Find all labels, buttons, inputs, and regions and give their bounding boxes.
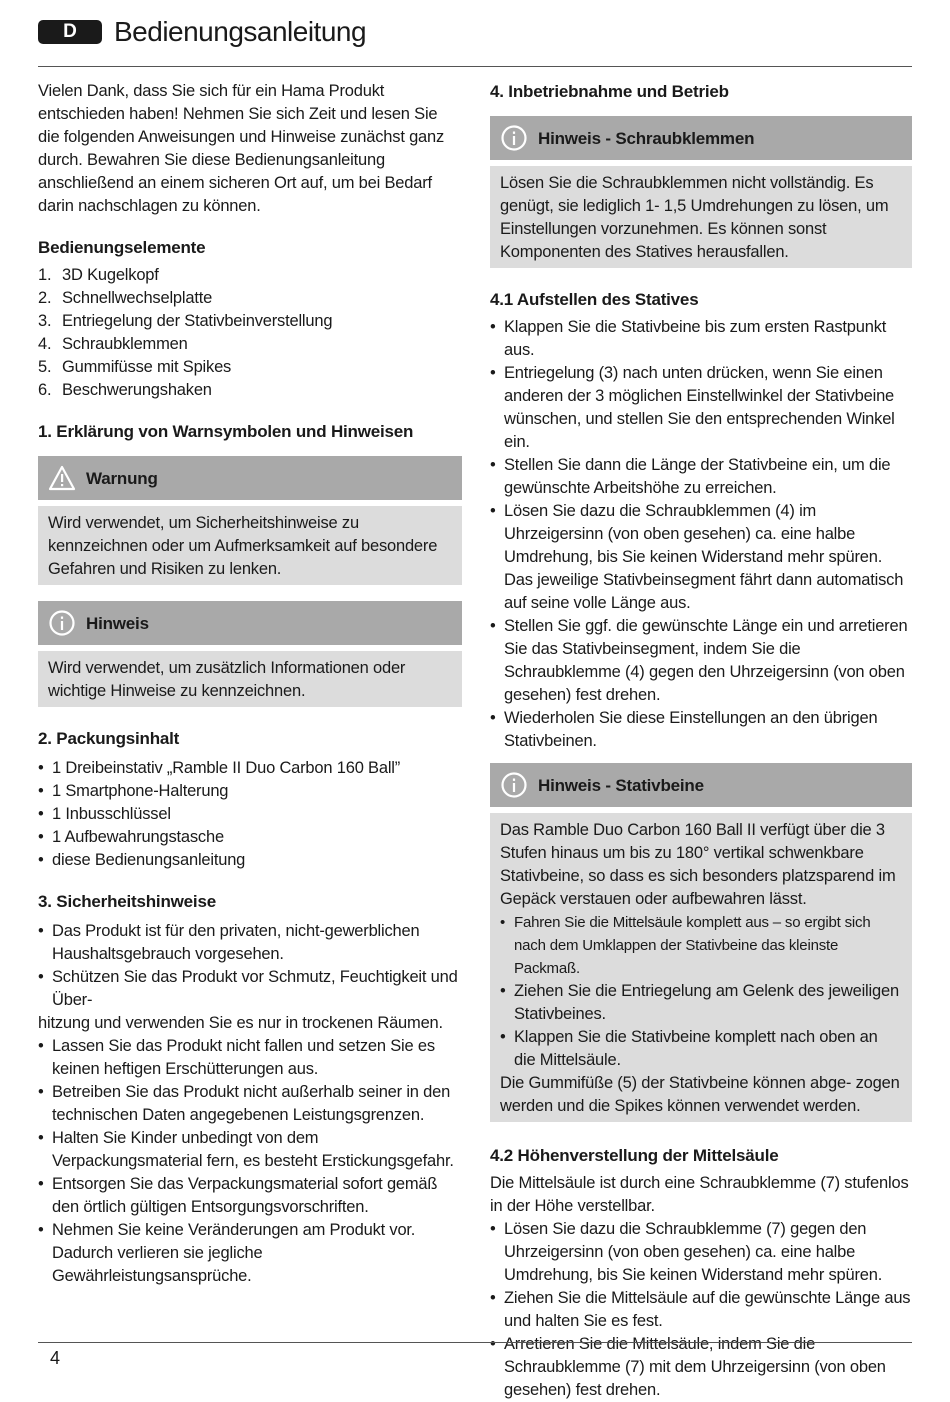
- list-item: • 1 Aufbewahrungstasche: [38, 826, 462, 849]
- note-box-header: [490, 763, 912, 807]
- note-label: Hinweis: [86, 613, 149, 633]
- warning-triangle-icon: [48, 464, 76, 492]
- section-4-1-heading: 4.1 Aufstellen des Statives: [490, 290, 699, 309]
- note-text: Das Ramble Duo Carbon 160 Ball II verfügt über die 3 Stufen hinaus um bis zu 180° vertikal schwenkbare Stativbeine, so dass es sich besonders platzsparend im Gepäck verstauen oder aufbewahren lässt.: [500, 821, 896, 908]
- list-item: • Ziehen Sie die Entriegelung am Gelenk des jeweiligen Stativbeines.: [500, 980, 902, 1026]
- list-item: 5. Gummifüsse mit Spikes: [38, 358, 232, 376]
- section-3-heading: 3. Sicherheitshinweise: [38, 892, 216, 911]
- note-box-clamps: [490, 116, 912, 268]
- list-item: 4. Schraubklemmen: [38, 335, 188, 353]
- safety-list: [38, 920, 462, 1288]
- note-box-header: [490, 116, 912, 160]
- list-item: • Stellen Sie ggf. die gewünschte Länge ein und arretieren Sie das Stativbeinsegment, indem Sie die Schraubklemme (4) gegen den Uhrzeigersinn (von oben gesehen) fest drehen.: [490, 615, 912, 707]
- column-list: [490, 1218, 912, 1402]
- list-item: • Betreiben Sie das Produkt nicht außerhalb seiner in den technischen Daten angegebenen Leistungsgrenzen.: [38, 1081, 462, 1127]
- section-4-heading: 4. Inbetriebnahme und Betrieb: [490, 82, 729, 101]
- section-4-2-intro: Die Mittelsäule ist durch eine Schraubklemme (7) stufenlos in der Höhe verstellbar.: [490, 1174, 909, 1215]
- list-item: • Lösen Sie dazu die Schraubklemme (7) gegen den Uhrzeigersinn (von oben gesehen) ca. eine halbe Umdrehung, bis Sie keinen Widerstand mehr spüren.: [490, 1218, 912, 1287]
- list-item: • Schützen Sie das Produkt vor Schmutz, Feuchtigkeit und Über- hitzung und verwenden Sie es nur in trockenen Räumen.: [38, 966, 462, 1035]
- list-item: • 1 Smartphone-Halterung: [38, 780, 462, 803]
- list-item: 1. 3D Kugelkopf: [38, 266, 159, 284]
- note-body: [490, 813, 912, 1122]
- page-number: 4: [50, 1348, 61, 1368]
- note-label: Hinweis - Schraubklemmen: [538, 128, 755, 148]
- list-item: • Stellen Sie dann die Länge der Stativbeine ein, um die gewünschte Arbeitshöhe zu erreichen.: [490, 454, 912, 500]
- warning-box-header: [38, 456, 462, 500]
- right-column: [490, 80, 912, 1402]
- list-item: • Lösen Sie dazu die Schraubklemmen (4) im Uhrzeigersinn (von oben gesehen) ca. eine halbe Umdrehung, bis Sie keinen Widerstand mehr spüren. Das jeweilige Stativbeinsegment fährt dann automatisch auf seine volle Länge aus.: [490, 500, 912, 615]
- note-box-legs: [490, 763, 912, 1122]
- warning-box: [38, 456, 462, 585]
- page-header: [38, 14, 912, 67]
- info-icon: [500, 771, 528, 799]
- section-4-2-heading: 4.2 Höhenverstellung der Mittelsäule: [490, 1146, 779, 1165]
- setup-list: [490, 316, 912, 753]
- list-item: • Nehmen Sie keine Veränderungen am Produkt vor. Dadurch verlieren sie jegliche Gewährleistungsansprüche.: [38, 1219, 462, 1288]
- info-icon: [48, 609, 76, 637]
- note-box-header: [38, 601, 462, 645]
- list-item: 3. Entriegelung der Stativbeinverstellung: [38, 312, 333, 330]
- language-badge: D: [38, 20, 102, 44]
- page-title: Bedienungsanleitung: [114, 16, 367, 47]
- list-item: • Entriegelung (3) nach unten drücken, wenn Sie einen anderen der 3 möglichen Einstellwinkel der Stativbeine wünschen, und stellen Sie den entsprechenden Winkel ein.: [490, 362, 912, 454]
- section-2-heading: 2. Packungsinhalt: [38, 729, 180, 748]
- list-item: • Lassen Sie das Produkt nicht fallen und setzen Sie es keinen heftigen Erschütterungen aus.: [38, 1035, 462, 1081]
- list-item: • diese Bedienungsanleitung: [38, 849, 462, 872]
- package-list: [38, 757, 462, 872]
- section-1-heading: 1. Erklärung von Warnsymbolen und Hinweisen: [38, 422, 414, 441]
- list-item: • 1 Inbusschlüssel: [38, 803, 462, 826]
- list-item: • Ziehen Sie die Mittelsäule auf die gewünschte Länge aus und halten Sie es fest.: [490, 1287, 912, 1333]
- list-item: • Das Produkt ist für den privaten, nicht-gewerblichen Haushaltsgebrauch vorgesehen.: [38, 920, 462, 966]
- list-item: • Entsorgen Sie das Verpackungsmaterial sofort gemäß den örtlich gültigen Entsorgungsvorschriften.: [38, 1173, 462, 1219]
- list-item: • Arretieren Sie die Mittelsäule, indem Sie die Schraubklemme (7) mit dem Uhrzeigersinn (von oben gesehen) fest drehen.: [490, 1333, 912, 1402]
- note-text: Wird verwendet, um zusätzlich Informationen oder wichtige Hinweise zu kennzeichnen.: [38, 651, 462, 707]
- warning-label: Warnung: [86, 468, 158, 488]
- list-item: • Klappen Sie die Stativbeine bis zum ersten Rastpunkt aus.: [490, 316, 912, 362]
- note-box: [38, 601, 462, 707]
- intro-paragraph: Vielen Dank, dass Sie sich für ein Hama Produkt entschieden haben! Nehmen Sie sich Zeit und lesen Sie die folgenden Anweisungen und Hinweise zunächst ganz durch. Bewahren Sie diese Bedienungsanleitung anschließend an einem sicheren Ort auf, um bei Bedarf darin nachschlagen zu können.: [38, 82, 445, 215]
- list-item: • 1 Dreibeinstativ „Ramble II Duo Carbon 160 Ball”: [38, 757, 462, 780]
- note-list: [500, 911, 902, 1072]
- list-item: • Wiederholen Sie diese Einstellungen an den übrigen Stativbeinen.: [490, 707, 912, 753]
- info-icon: [500, 124, 528, 152]
- list-item: • Klappen Sie die Stativbeine komplett nach oben an die Mittelsäule.: [500, 1026, 902, 1072]
- list-item: • Fahren Sie die Mittelsäule komplett aus – so ergibt sich nach dem Umklappen der Stativbeine das kleinste Packmaß.: [500, 911, 902, 980]
- note-text: Lösen Sie die Schraubklemmen nicht vollständig. Es genügt, sie lediglich 1- 1,5 Umdrehungen zu lösen, um Einstellungen vorzunehmen. Es können sonst Komponenten des Statives herausfallen.: [490, 166, 912, 268]
- footer-divider: [38, 1342, 912, 1343]
- warning-text: Wird verwendet, um Sicherheitshinweise zu kennzeichnen oder um Aufmerksamkeit auf besondere Gefahren und Risiken zu lenken.: [38, 506, 462, 585]
- note-tail: Die Gummifüße (5) der Stativbeine können abge- zogen werden und die Spikes können verwendet werden.: [500, 1074, 900, 1115]
- left-column: [38, 80, 462, 1288]
- list-item: 6. Beschwerungshaken: [38, 381, 212, 399]
- note-label: Hinweis - Stativbeine: [538, 775, 704, 795]
- list-item: 2. Schnellwechselplatte: [38, 289, 213, 307]
- controls-heading: Bedienungselemente: [38, 238, 206, 257]
- controls-list: [38, 264, 462, 402]
- list-item: • Halten Sie Kinder unbedingt von dem Verpackungsmaterial fern, es besteht Erstickungsgefahr.: [38, 1127, 462, 1173]
